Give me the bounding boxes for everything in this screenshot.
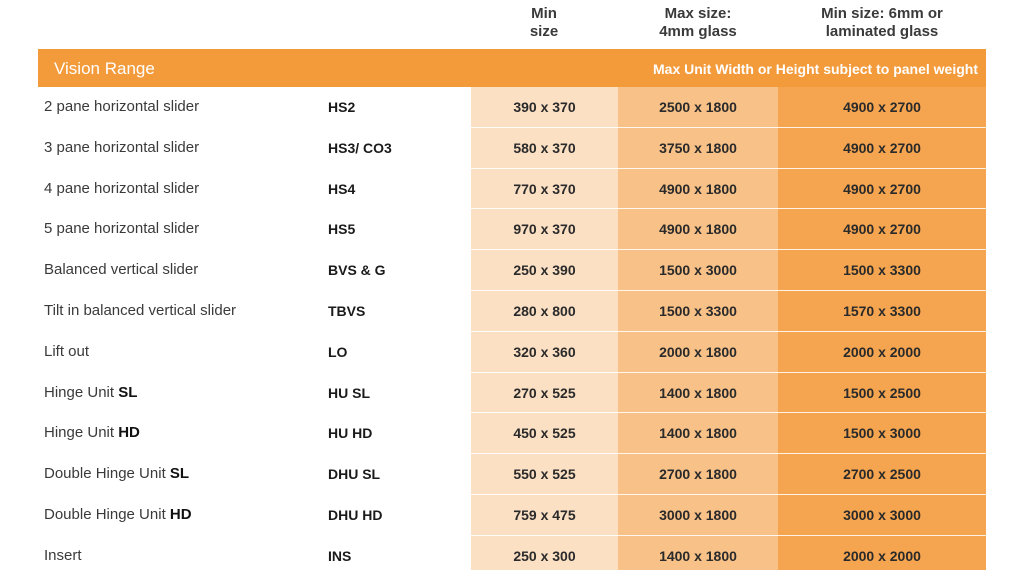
min-6mm-value: 4900 x 2700	[843, 139, 921, 156]
table-row	[0, 332, 1024, 373]
table-row	[0, 495, 1024, 536]
max-4mm-value: 1500 x 3000	[659, 262, 737, 279]
min-size-value: 390 x 370	[513, 99, 576, 115]
band-title: Vision Range	[54, 59, 155, 78]
row-divider	[471, 576, 986, 577]
min-size-value: 970 x 370	[513, 221, 576, 238]
min-size-value: 580 x 370	[513, 139, 576, 156]
min-6mm-value: 2700 x 2500	[843, 466, 921, 483]
header-min-6mm: Min size: 6mm or laminated glass	[821, 5, 943, 40]
unit-name: Double Hinge Unit HD	[44, 505, 192, 523]
max-4mm-value: 1400 x 1800	[659, 384, 737, 401]
unit-code: DHU SL	[328, 466, 381, 483]
min-size-value: 550 x 525	[513, 466, 576, 483]
unit-code: HS5	[328, 221, 356, 238]
unit-code: HU HD	[328, 425, 373, 442]
min-6mm-value: 1500 x 3000	[843, 425, 921, 442]
table-row	[0, 454, 1024, 495]
min-6mm-value: 4900 x 2700	[843, 180, 921, 197]
unit-name: Insert	[44, 546, 82, 564]
unit-name: Tilt in balanced vertical slider	[44, 301, 237, 319]
table-row	[0, 536, 1024, 577]
table-row	[0, 291, 1024, 332]
unit-code: TBVS	[328, 302, 366, 319]
max-4mm-value: 3750 x 1800	[659, 139, 737, 156]
table-row	[0, 250, 1024, 291]
table-row	[0, 169, 1024, 210]
min-size-value: 250 x 390	[513, 262, 576, 279]
unit-name: Balanced vertical slider	[44, 261, 199, 279]
min-size-value: 320 x 360	[513, 343, 576, 360]
size-table	[0, 87, 1024, 577]
unit-code: HS4	[328, 180, 356, 197]
min-6mm-value: 4900 x 2700	[843, 99, 921, 115]
min-6mm-value: 1500 x 2500	[843, 384, 921, 401]
table-row	[0, 128, 1024, 169]
min-size-value: 250 x 300	[513, 547, 576, 564]
max-4mm-value: 1400 x 1800	[659, 425, 737, 442]
unit-code: HS3/ CO3	[328, 139, 392, 156]
min-6mm-value: 1570 x 3300	[843, 302, 921, 319]
unit-name: Double Hinge Unit SL	[44, 465, 190, 483]
header-max-4mm: Max size: 4mm glass	[659, 5, 737, 40]
header-min-size: Min size	[529, 5, 559, 40]
unit-name: 5 pane horizontal slider	[44, 220, 200, 238]
max-4mm-value: 2000 x 1800	[659, 343, 737, 360]
unit-code: DHU HD	[328, 506, 383, 523]
unit-name: 3 pane horizontal slider	[44, 138, 200, 156]
table-row	[0, 373, 1024, 414]
max-4mm-value: 3000 x 1800	[659, 506, 737, 523]
max-4mm-value: 4900 x 1800	[659, 180, 737, 197]
vision-range-band	[38, 49, 986, 87]
max-4mm-value: 1400 x 1800	[659, 547, 737, 564]
max-4mm-value: 1500 x 3300	[659, 302, 737, 319]
min-6mm-value: 4900 x 2700	[843, 221, 921, 238]
min-6mm-value: 2000 x 2000	[843, 547, 921, 564]
unit-code: LO	[328, 343, 348, 360]
table-row	[0, 87, 1024, 128]
max-4mm-value: 2700 x 1800	[659, 466, 737, 483]
unit-code: HU SL	[328, 384, 370, 401]
unit-code: INS	[328, 547, 352, 564]
unit-code: BVS & G	[328, 262, 386, 279]
table-row	[0, 209, 1024, 250]
unit-name: Lift out	[44, 342, 90, 360]
min-6mm-value: 2000 x 2000	[843, 343, 921, 360]
unit-name: Hinge Unit HD	[44, 424, 140, 442]
max-4mm-value: 4900 x 1800	[659, 221, 737, 238]
unit-name: 4 pane horizontal slider	[44, 179, 200, 197]
min-size-value: 759 x 475	[513, 506, 576, 523]
min-size-value: 280 x 800	[513, 302, 576, 319]
min-6mm-value: 3000 x 3000	[843, 506, 921, 523]
unit-name: Hinge Unit SL	[44, 383, 138, 401]
unit-code: HS2	[328, 99, 356, 115]
max-4mm-value: 2500 x 1800	[659, 99, 737, 115]
min-6mm-value: 1500 x 3300	[843, 262, 921, 279]
min-size-value: 270 x 525	[513, 384, 576, 401]
band-note: Max Unit Width or Height subject to panel weight	[653, 61, 978, 77]
unit-name: 2 pane horizontal slider	[44, 98, 200, 115]
min-size-value: 770 x 370	[513, 180, 576, 197]
min-size-value: 450 x 525	[513, 425, 576, 442]
table-row	[0, 413, 1024, 454]
